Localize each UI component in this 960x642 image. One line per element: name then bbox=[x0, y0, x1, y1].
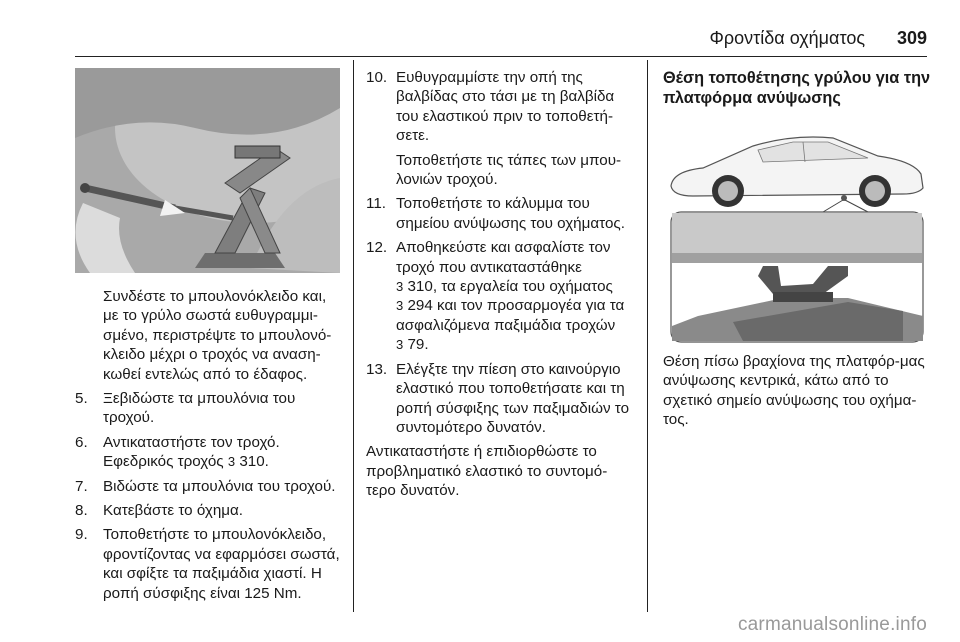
column-2 bbox=[366, 68, 634, 501]
page-ref-icon: 3 bbox=[396, 279, 404, 295]
step-number: 12. bbox=[366, 239, 388, 257]
column-divider-2 bbox=[647, 60, 648, 612]
step-text: Ξεβιδώστε τα μπουλόνια του τροχού. bbox=[103, 390, 296, 427]
car-lift-point-illustration bbox=[663, 116, 931, 344]
step-number: 5. bbox=[75, 390, 88, 408]
step-number: 8. bbox=[75, 502, 88, 520]
column-3 bbox=[663, 68, 931, 430]
car-lift-drawing bbox=[663, 116, 931, 344]
header-divider bbox=[75, 56, 927, 57]
step-number: 13. bbox=[366, 360, 388, 378]
step-number: 9. bbox=[75, 526, 88, 544]
step-7 bbox=[75, 477, 340, 496]
section-heading: Θέση τοποθέτησης γρύλου για την πλατφόρμα ανύψωσης bbox=[663, 69, 931, 107]
step-text: Τοποθετήστε το κάλυμμα του σημείου ανύψωσης του οχήματος. bbox=[396, 195, 625, 232]
intro-paragraph: Συνδέστε το μπουλονόκλειδο και, με το γρύλο σωστά ευθυγραμμι-σμένο, περιστρέψτε το μπουλονό-κλειδο μέχρι ο τροχός να αναση-κωθεί εντελώς από το έδαφος. bbox=[103, 288, 332, 383]
page-ref[interactable]: 294 bbox=[407, 297, 433, 315]
step-number: 11. bbox=[366, 195, 386, 213]
step-text: Ευθυγραμμίστε την οπή της βαλβίδας στο τάσι με τη βαλβίδα του ελαστικού πριν το τοποθετή-σετε. bbox=[396, 69, 615, 145]
jack-illustration bbox=[75, 68, 340, 273]
step-number: 6. bbox=[75, 433, 88, 451]
step-text: Τοποθετήστε το μπουλονόκλειδο, φροντίζοντας να εφαρμόσει σωστά, και σφίξτε τα παξιμάδια χιαστί. Η ροπή σύσφιξης είναι 125 Nm. bbox=[103, 526, 340, 602]
step-text: Αντικαταστήστε τον τροχό. Εφεδρικός τροχός bbox=[103, 433, 280, 471]
step-number: 7. bbox=[75, 477, 88, 495]
page-header bbox=[0, 0, 960, 60]
page-ref[interactable]: 310. bbox=[239, 453, 269, 471]
step-12 bbox=[366, 238, 634, 354]
closing-paragraph: Αντικαταστήστε ή επιδιορθώστε το προβληματικό ελαστικό το συντομό-τερο δυνατόν. bbox=[366, 443, 608, 500]
step-10-continued: Τοποθετήστε τις τάπες των μπου-λονιών τροχού. bbox=[396, 151, 622, 189]
step-text: Ελέγξτε την πίεση στο καινούργιο ελαστικό που τοποθετήσατε και τη ροπή σύσφιξης των παξιμαδιών το συντομότερο δυνατόν. bbox=[396, 360, 630, 436]
watermark: carmanualsonline.info bbox=[737, 614, 927, 635]
step-text: και τον προσαρμογέα για τα ασφαλιζόμενα παξιμάδια τροχών bbox=[396, 297, 625, 334]
step-8 bbox=[75, 501, 340, 520]
column-1 bbox=[75, 68, 340, 608]
step-text: Βιδώστε τα μπουλόνια του τροχού. bbox=[103, 477, 336, 495]
page-ref-icon: 3 bbox=[396, 298, 404, 314]
step-text: , τα εργαλεία του οχήματος bbox=[432, 278, 613, 296]
step-number: 10. bbox=[366, 69, 388, 86]
page-ref-icon: 3 bbox=[227, 454, 236, 470]
page-ref-icon: 3 bbox=[396, 337, 404, 353]
step-13 bbox=[366, 360, 634, 438]
step-11 bbox=[366, 194, 634, 233]
step-5 bbox=[75, 389, 340, 428]
section-title: Φροντίδα οχήματος bbox=[709, 28, 865, 48]
column-divider-1 bbox=[353, 60, 354, 612]
step-6 bbox=[75, 433, 340, 472]
jack-drawing bbox=[75, 68, 340, 273]
page-ref[interactable]: 310 bbox=[407, 278, 433, 296]
step-10 bbox=[366, 68, 634, 146]
step-text: Αποθηκεύστε και ασφαλίστε τον τροχό που αντικαταστάθηκε bbox=[396, 239, 611, 276]
step-9 bbox=[75, 525, 340, 603]
step-text: Κατεβάστε το όχημα. bbox=[103, 502, 244, 520]
figure-caption: Θέση πίσω βραχίονα της πλατφόρ-μας ανύψωσης κεντρικά, κάτω από το σχετικό σημείο ανύψωσης του οχήμα-τος. bbox=[663, 353, 925, 429]
page-number: 309 bbox=[896, 28, 927, 48]
page-ref[interactable]: 79. bbox=[407, 336, 429, 354]
